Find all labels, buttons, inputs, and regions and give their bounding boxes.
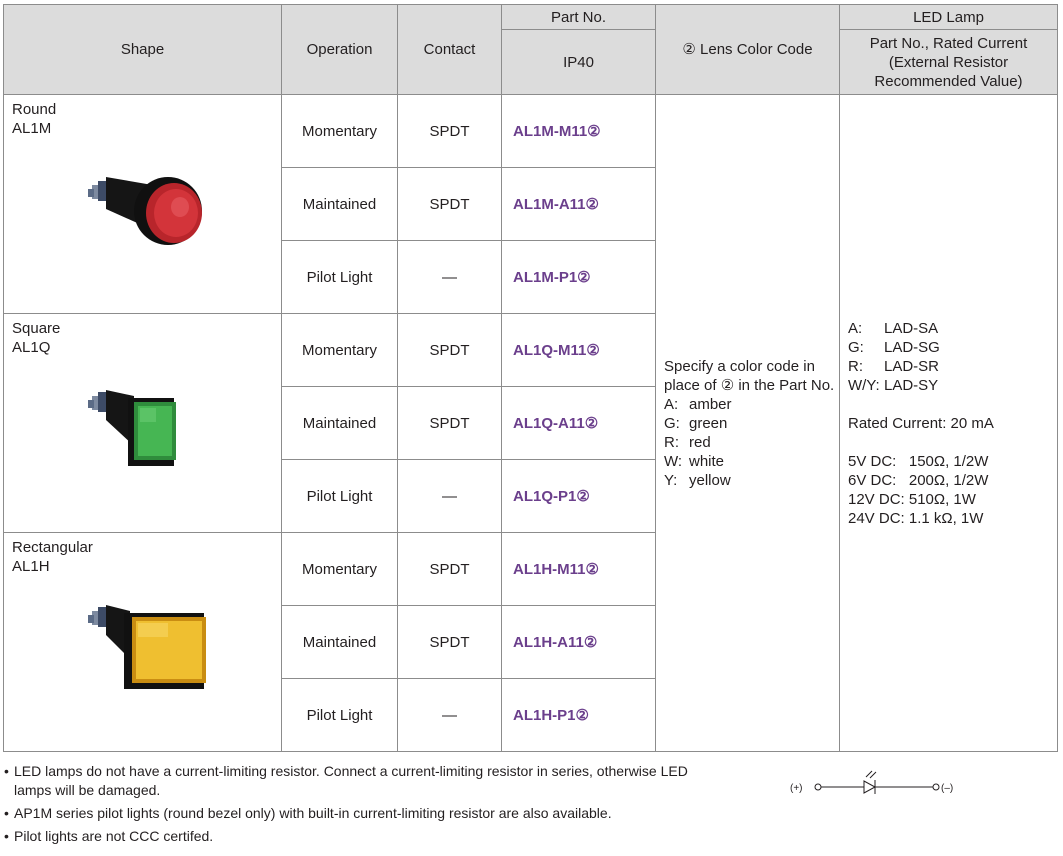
- operation-cell: Momentary: [282, 533, 398, 606]
- header-led-sub-line: Recommended Value): [874, 72, 1023, 90]
- part-number: AL1H-M11②: [502, 533, 656, 606]
- header-lens-color-code: ② Lens Color Code: [656, 5, 840, 95]
- resistor-line: 6V DC: 200Ω, 1/2W: [848, 471, 989, 489]
- shape-name: Rectangular: [12, 539, 93, 556]
- resistor-line: 12V DC: 510Ω, 1W: [848, 490, 976, 508]
- part-number: AL1M-A11②: [502, 168, 656, 241]
- led-lamp-item: G: LAD-SG: [848, 338, 940, 356]
- operation-cell: Pilot Light: [282, 460, 398, 533]
- contact-cell: SPDT: [398, 387, 502, 460]
- header-led-lamp: LED Lamp: [840, 5, 1058, 30]
- note-item: • Pilot lights are not CCC certifed.: [4, 827, 724, 846]
- header-led-sub-line: Part No., Rated Current: [869, 34, 1028, 52]
- contact-cell: SPDT: [398, 95, 502, 168]
- lens-code-item: R: red: [664, 433, 711, 451]
- operation-cell: Momentary: [282, 95, 398, 168]
- part-number: AL1M-P1②: [502, 241, 656, 314]
- lens-code-item: Y: yellow: [664, 471, 731, 489]
- lens-code-item: A: amber: [664, 395, 732, 413]
- lens-code-item: G: green: [664, 414, 728, 432]
- product-table: [3, 4, 1058, 752]
- note-item: • AP1M series pilot lights (round bezel only) with built-in current-limiting resistor are also available.: [4, 804, 724, 823]
- part-number: AL1Q-P1②: [502, 460, 656, 533]
- header-led-sub-line: (External Resistor: [888, 53, 1009, 71]
- lens-code-item: W: white: [664, 452, 725, 470]
- shape-cell-round: [4, 95, 282, 314]
- shape-cell-rectangular: [4, 533, 282, 752]
- note-item: • LED lamps do not have a current-limiting resistor. Connect a current-limiting resistor in series, otherwise LED lamps will be damaged.: [4, 762, 724, 800]
- lens-color-code-cell: [656, 95, 840, 752]
- header-part-no: Part No.: [502, 5, 656, 30]
- part-number: AL1Q-A11②: [502, 387, 656, 460]
- operation-cell: Maintained: [282, 606, 398, 679]
- contact-cell: —: [398, 241, 502, 314]
- operation-cell: Maintained: [282, 387, 398, 460]
- header-contact: Contact: [398, 5, 502, 95]
- header-shape: Shape: [4, 5, 282, 95]
- contact-cell: SPDT: [398, 168, 502, 241]
- notes: [4, 762, 724, 850]
- part-number: AL1M-M11②: [502, 95, 656, 168]
- contact-cell: SPDT: [398, 533, 502, 606]
- led-circuit-symbol: [788, 770, 958, 804]
- operation-cell: Pilot Light: [282, 679, 398, 752]
- rated-current: Rated Current: 20 mA: [848, 414, 994, 432]
- shape-cell-square: [4, 314, 282, 533]
- round-red-pushbutton-image: [84, 157, 214, 257]
- contact-cell: —: [398, 460, 502, 533]
- header-led-sub: [840, 30, 1058, 95]
- contact-cell: —: [398, 679, 502, 752]
- operation-cell: Maintained: [282, 168, 398, 241]
- resistor-line: 24V DC: 1.1 kΩ, 1W: [848, 509, 984, 527]
- header-operation: Operation: [282, 5, 398, 95]
- part-number: AL1H-P1②: [502, 679, 656, 752]
- led-lamp-item: A: LAD-SA: [848, 319, 939, 337]
- header-ip40: IP40: [502, 30, 656, 95]
- shape-code: AL1H: [12, 558, 50, 575]
- part-number: AL1Q-M11②: [502, 314, 656, 387]
- shape-name: Square: [12, 320, 61, 337]
- shape-code: AL1M: [12, 120, 52, 137]
- resistor-line: 5V DC: 150Ω, 1/2W: [848, 452, 989, 470]
- lens-intro-line: Specify a color code in: [664, 357, 815, 375]
- lens-intro-line: place of ② in the Part No.: [664, 376, 835, 394]
- part-number: AL1H-A11②: [502, 606, 656, 679]
- contact-cell: SPDT: [398, 314, 502, 387]
- shape-name: Round: [12, 101, 57, 118]
- operation-cell: Pilot Light: [282, 241, 398, 314]
- contact-cell: SPDT: [398, 606, 502, 679]
- led-lamp-item: W/Y: LAD-SY: [848, 376, 939, 394]
- led-lamp-item: R: LAD-SR: [848, 357, 940, 375]
- led-lamp-cell: [840, 95, 1058, 752]
- operation-cell: Momentary: [282, 314, 398, 387]
- symbol-plus-label: (+): [790, 783, 803, 794]
- rectangular-amber-pushbutton-image: [84, 595, 224, 695]
- symbol-minus-label: (–): [941, 783, 954, 794]
- shape-code: AL1Q: [12, 339, 51, 356]
- square-green-pushbutton-image: [84, 376, 214, 476]
